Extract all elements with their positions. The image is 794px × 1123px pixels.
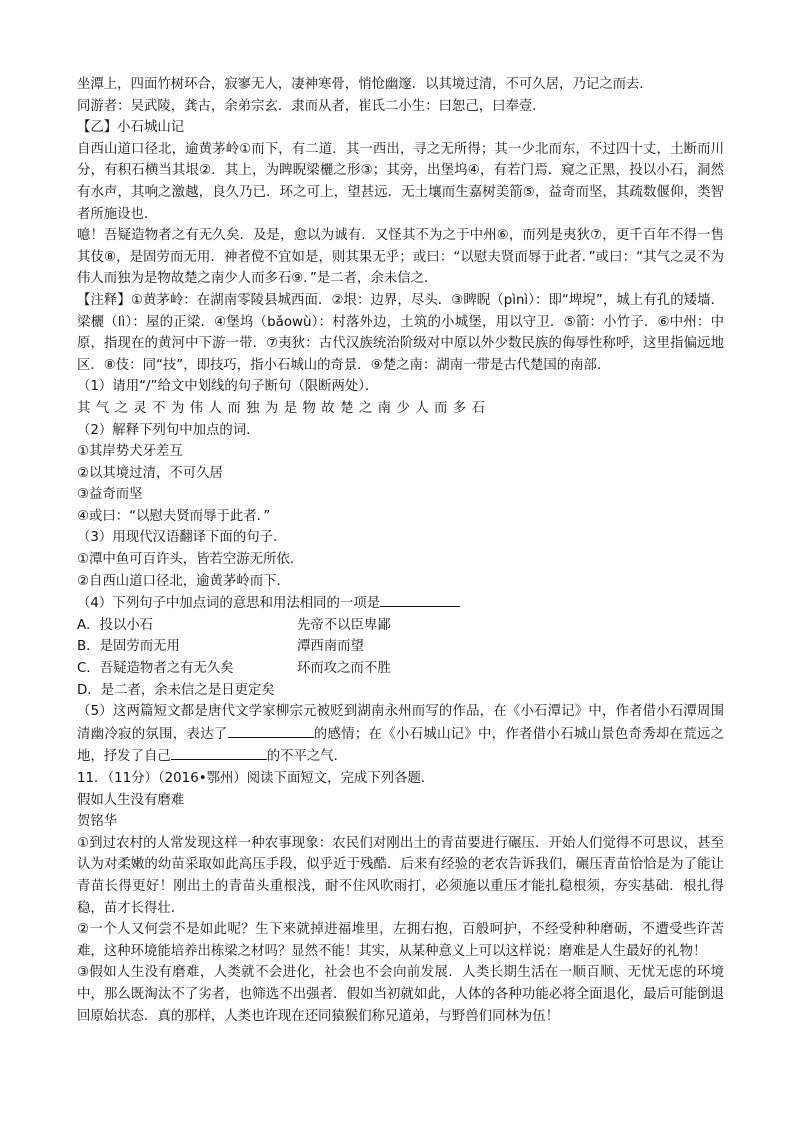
question-item: ③益奇而坚: [77, 487, 143, 503]
annotation-paragraph: 【注释】①黄茅岭：在湖南零陵县城西面．②垠：边界，尽头．③睥睨（pìnì）：即“埤堄”，城上有孔的矮墙．梁欐（lì）：屋的正梁．④堡坞（bǎowù）：村落外边，土筑的小城堡，用以守卫．⑤箭：小竹子．⑥中州：中原，指现在的黄河中下游一带．⑦夷狄：古代汉族统治阶级对中原以外少数民族的侮辱性称呼，这里指偏远地区．⑧伎：同“技”，即技巧，指小石城山的奇景．⑨楚之南：湖南一带是古代楚国的南部．: [77, 292, 724, 373]
question-4: [77, 592, 724, 615]
text-line: 同游者：吴武陵，龚古，余弟宗玄．隶而从者，崔氏二小生：曰恕己，曰奉壹．: [77, 98, 546, 114]
question-item: ②以其境过清，不可久居: [77, 465, 223, 481]
option-c: C．吾疑造物者之有无久矣 环而攻之而不胜: [77, 661, 391, 677]
question-3: （3）用现代汉语翻译下面的句子．: [77, 530, 287, 546]
question-5: （5）这两篇短文都是唐代文学家柳宗元被贬到湖南永州而写的作品，在《小石潭记》中，作者借小石潭周围清幽冷寂的氛围，表达了 的感情；在《小石城山记》中，作者借小石城山景色奇秀却在荒远之地，抒发了自己 的不平之气．: [77, 704, 725, 765]
section-heading: 【乙】小石城山记: [77, 120, 185, 136]
question-item: ④或曰：“以慰夫贤而辱于此者．”: [77, 508, 271, 524]
essay-title: 假如人生没有磨难: [77, 792, 185, 808]
question-item: ①其岸势犬牙差互: [77, 444, 183, 460]
answer-blank[interactable]: [171, 745, 267, 760]
answer-blank[interactable]: [380, 592, 460, 607]
question-11: 11．（11分）（2016•鄂州）阅读下面短文，完成下列各题．: [77, 771, 435, 786]
passage-paragraph: 噫！吾疑造物者之有无久矣．及是，愈以为诚有．又怪其不为之于中州⑥，而列是夷狄⑦，更千百年不得一售其伎⑧，是固劳而无用．神者傥不宜如是，则其果无乎；或曰：“以慰夫贤而辱于此者．”或曰：“其气之灵不为伟人而独为是物故楚之南少人而多石⑨．”是二者，余未信之．: [77, 228, 724, 287]
essay-paragraph: ③假如人生没有磨难，人类就不会进化，社会也不会向前发展．人类长期生活在一顺百顺、无忧无虑的环境中，那么既淘汰不了劣者，也筛选不出强者．假如当初就如此，人体的各种功能必将全面退化，最后可能倒退回原始状态．真的那样，人类也许现在还同猿猴们称兄道弟，与野兽们同林为伍！: [77, 965, 724, 1024]
question-4-text: （4）下列句子中加点词的意思和用法相同的一项是: [77, 596, 381, 612]
question-2: （2）解释下列句中加点的词．: [77, 422, 260, 438]
essay-paragraph: ②一个人又何尝不是如此呢？生下来就掉进福堆里，左拥右抱，百般呵护，不经受种种磨砺，不遭受些许苦难，这种环境能培养出栋梁之材吗？显然不能！其实，从某种意义上可以这样说：磨难是人生最好的礼物！: [77, 922, 724, 959]
essay-paragraph: ①到过农村的人常发现这样一种农事现象：农民们对刚出土的青苗要进行碾压．开始人们觉得不可思议，甚至认为对柔嫩的幼苗采取如此高压手段，似乎近于残酷．后来有经验的老农告诉我们，碾压青苗恰恰是为了能让青苗长得更好！刚出土的青苗头重根浅，耐不住风吹雨打，必须施以重压才能扎稳根须，夯实基础．根扎得稳，苗才长得壮．: [77, 835, 724, 916]
answer-blank[interactable]: [228, 723, 314, 738]
option-b: B．是固劳而无用 潭西南而望: [77, 639, 364, 655]
question-item: ①潭中鱼可百许头，皆若空游无所依．: [77, 552, 304, 568]
passage-paragraph: 自西山道口径北，逾黄茅岭①而下，有二道．其一西出，寻之无所得；其一少北而东，不过四十丈，土断而川分，有积石横当其垠②．其上，为睥睨梁欐之形③；其旁，出堡坞④，有若门焉．窥之正黑，投以小石，洞然有水声，其响之激越，良久乃已．环之可上，望甚远．无土壤而生嘉树美箭⑤，益奇而坚，其疏数偃仰，类智者所施设也．: [77, 141, 724, 222]
question-item: ②自西山道口径北，逾黄茅岭而下．: [77, 573, 290, 589]
essay-author: 贺铭华: [77, 814, 118, 830]
sentence-to-punctuate: 其气之灵不为伟人而独为是物故楚之南少人而多石: [77, 400, 491, 416]
option-d: D．是二者，余未信之是日更定矣: [77, 682, 275, 698]
option-a: A．投以小石 先帝不以臣卑鄙: [77, 617, 391, 633]
text-line: 坐潭上，四面竹树环合，寂寥无人，凄神寒骨，悄怆幽邃．以其境过清，不可久居，乃记之而去．: [77, 77, 653, 92]
question-1: （1）请用“/”给文中划线的句子断句（限断两处）．: [77, 379, 379, 395]
